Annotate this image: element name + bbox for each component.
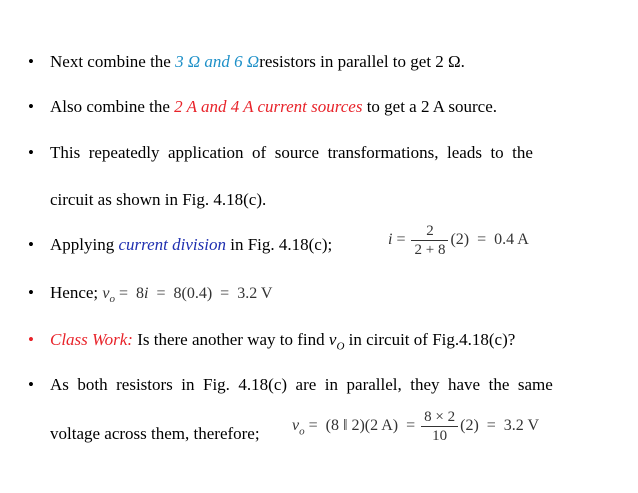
bullet-7	[28, 375, 553, 395]
equation-vo	[102, 285, 273, 306]
eq-numerator: 8 × 2	[421, 408, 458, 427]
bullet-dot: •	[28, 283, 34, 302]
eq-denominator: 10	[432, 428, 448, 444]
eq-rhs: (2) = 0.4 A	[450, 231, 529, 249]
bullet-dot: •	[28, 52, 34, 71]
equation-parallel	[292, 408, 539, 445]
highlight-current-division: current division	[118, 235, 226, 254]
eq-rest: = 8	[115, 285, 145, 302]
bullet-5	[28, 283, 272, 309]
bullet-7-continued	[50, 424, 260, 444]
eq-denominator: 2 + 8	[414, 242, 446, 258]
eq-numerator: 2	[411, 222, 448, 241]
var-sub: O	[336, 340, 345, 353]
bullet-text: Also combine the	[50, 97, 175, 116]
bullet-text: Applying	[50, 235, 119, 254]
bullet-dot: •	[28, 235, 34, 254]
bullet-3	[28, 143, 533, 163]
eq-i: i	[144, 285, 149, 302]
eq-sub: o	[299, 425, 305, 438]
eq-fraction	[421, 408, 458, 445]
bullet-3-continued: circuit as shown in Fig. 4.18(c).	[50, 190, 267, 209]
bullet-text: Is there another way to find	[132, 330, 329, 349]
eq-rhs: (2) = 3.2 V	[460, 417, 540, 435]
bullet-1	[28, 52, 465, 72]
var-v: v	[328, 330, 337, 349]
bullet-dot: •	[28, 375, 34, 394]
bullet-dot: •	[28, 143, 34, 162]
bullet-text-end: in Fig. 4.18(c);	[225, 235, 333, 254]
highlight-resistors: 3 Ω and 6 Ω	[175, 52, 260, 71]
eq-sub: o	[109, 293, 115, 306]
equation-current-division	[388, 222, 529, 259]
eq-equals: =	[392, 231, 410, 249]
bullet-text: Hence;	[50, 283, 103, 302]
highlight-current-sources: 2 A and 4 A current sources	[174, 97, 363, 116]
bullet-6	[28, 330, 515, 356]
highlight-class-work: Class Work:	[50, 330, 133, 349]
eq-var: v	[102, 285, 110, 302]
bullet-text: This repeatedly application of source transformations, leads to the	[50, 143, 533, 162]
bullet-text-end: resistors in parallel to get 2 Ω.	[259, 52, 465, 71]
eq-lhs: i	[388, 231, 393, 249]
bullet-text: Next combine the	[50, 52, 176, 71]
bullet-text-end: in circuit of Fig.4.18(c)?	[344, 330, 516, 349]
bullet-text-end: to get a 2 A source.	[362, 97, 497, 116]
bullet-dot: •	[28, 97, 34, 116]
bullet-4	[28, 235, 332, 255]
eq-mid: = (8 ‖ 2)(2 A) =	[304, 417, 420, 435]
eq-tail: = 8(0.4) = 3.2 V	[148, 285, 273, 302]
bullet-text: voltage across them, therefore;	[50, 424, 260, 443]
eq-var: v	[292, 417, 300, 435]
eq-fraction	[411, 222, 448, 259]
bullet-dot: •	[28, 330, 34, 349]
bullet-2	[28, 97, 497, 117]
bullet-text: As both resistors in Fig. 4.18(c) are in parallel, they have the same	[50, 375, 553, 394]
